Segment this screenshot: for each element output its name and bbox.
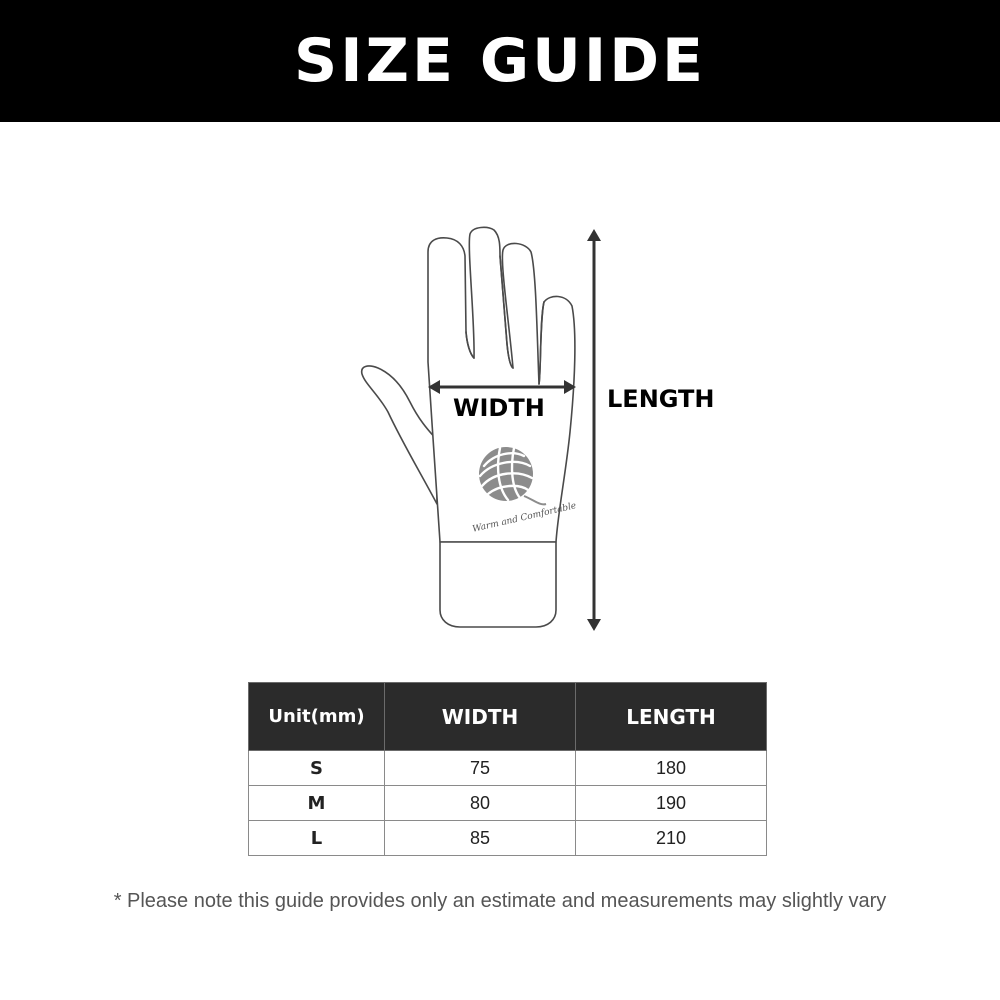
length-arrow xyxy=(587,229,601,631)
logo-script-text: Warm and Comfortable xyxy=(471,501,578,535)
page-title: SIZE GUIDE xyxy=(293,26,706,96)
glove-outline xyxy=(362,227,575,627)
width-label: WIDTH xyxy=(453,394,545,422)
table-header-row xyxy=(249,683,767,751)
header-banner xyxy=(0,0,1000,122)
size-cell: M xyxy=(249,786,385,821)
size-table xyxy=(248,682,767,856)
column-header-length: LENGTH xyxy=(576,683,767,751)
table-row xyxy=(249,751,767,786)
size-cell: L xyxy=(249,821,385,856)
glove-diagram xyxy=(0,122,1000,662)
length-label: LENGTH xyxy=(607,385,715,413)
column-header-unit: Unit(mm) xyxy=(249,683,385,751)
width-cell: 85 xyxy=(385,821,576,856)
length-cell: 210 xyxy=(576,821,767,856)
size-cell: S xyxy=(249,751,385,786)
column-header-width: WIDTH xyxy=(385,683,576,751)
length-cell: 190 xyxy=(576,786,767,821)
width-cell: 80 xyxy=(385,786,576,821)
table-row xyxy=(249,821,767,856)
table-row xyxy=(249,786,767,821)
glove-illustration xyxy=(0,122,1000,662)
glove-thumb xyxy=(362,366,437,504)
width-cell: 75 xyxy=(385,751,576,786)
disclaimer-note: * Please note this guide provides only an estimate and measurements may slightly vary xyxy=(113,890,887,912)
length-cell: 180 xyxy=(576,751,767,786)
glove-cuff xyxy=(440,542,556,627)
